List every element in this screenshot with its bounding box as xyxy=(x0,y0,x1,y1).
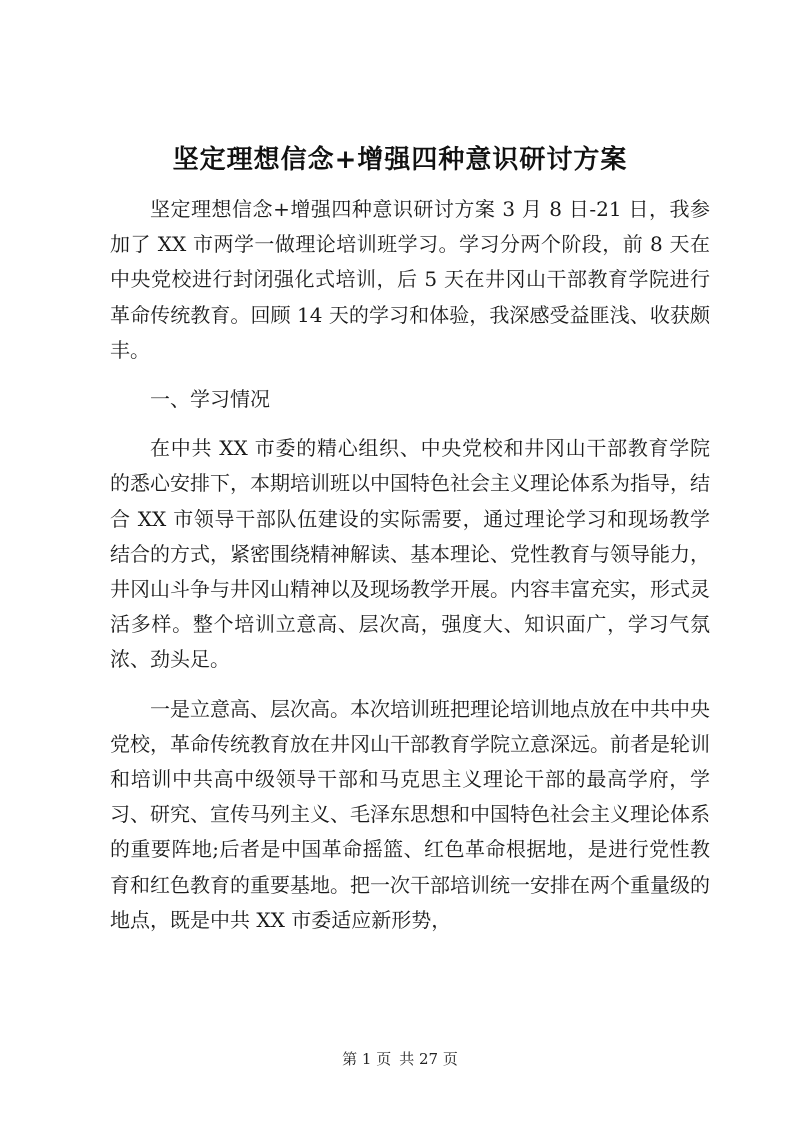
paragraph-point-one: 一是立意高、层次高。本次培训班把理论培训地点放在中共中央党校，革命传统教育放在井冈山干部教育学院立意深远。前者是轮训和培训中共高中级领导干部和马克思主义理论干部的最高学府，学习、研究、宣传马列主义、毛泽东思想和中国特色社会主义理论体系的重要阵地;后者是中国革命摇篮、红色革命根据地，是进行党性教育和红色教育的重要基地。把一次干部培训统一安排在两个重量级的地点，既是中共 XX 市委适应新形势， xyxy=(110,696,710,932)
page-footer xyxy=(0,1048,800,1070)
paragraph-intro: 坚定理想信念+增强四种意识研讨方案 3 月 8 日-21 日，我参加了 XX 市两学一做理论培训班学习。学习分两个阶段，前 8 天在中央党校进行封闭强化式培训，后 5 天在井冈山干部教育学院进行革命传统教育。回顾 14 天的学习和体验，我深感受益匪浅、收获颇丰。 xyxy=(110,197,710,362)
document-title: 坚定理想信念+增强四种意识研讨方案 xyxy=(172,145,628,175)
document-body xyxy=(110,192,710,938)
section-heading-study-situation: 一、学习情况 xyxy=(150,387,270,412)
page-total: 共 27 页 xyxy=(399,1050,458,1068)
paragraph-study-overview: 在中共 XX 市委的精心组织、中央党校和井冈山干部教育学院的悉心安排下，本期培训班以中国特色社会主义理论体系为指导，结合 XX 市领导干部队伍建设的实际需要，通过理论学习和现场教学结合的方式，紧密围绕精神解读、基本理论、党性教育与领导能力，井冈山斗争与井冈山精神以及现场教学开展。内容丰富充实，形式灵活多样。整个培训立意高、层次高，强度大、知识面广，学习气氛浓、劲头足。 xyxy=(110,436,710,672)
page-number: 第 1 页 xyxy=(342,1050,392,1068)
